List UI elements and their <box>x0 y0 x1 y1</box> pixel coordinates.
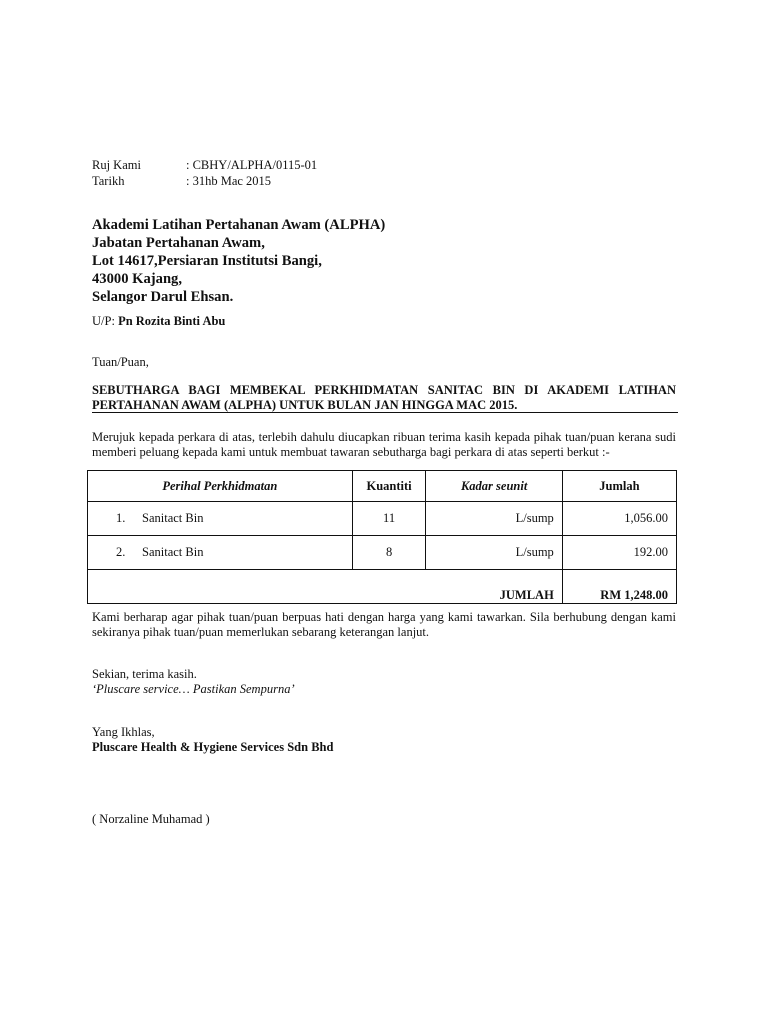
intro-paragraph: Merujuk kepada perkara di atas, terlebih dahulu diucapkan ribuan terima kasih kepada pihak tuan/puan kerana sudi memberi peluang kepada kami untuk membuat tawaran sebutharga bagi perkara di atas seperti berkut :- <box>92 430 676 459</box>
recipient-address <box>92 216 385 306</box>
header-quantity: Kuantiti <box>352 471 426 502</box>
date-label: Tarikh <box>92 174 125 188</box>
header-amount: Jumlah <box>562 471 676 502</box>
total-value: RM 1,248.00 <box>562 570 676 604</box>
salutation: Tuan/Puan, <box>92 355 149 369</box>
row-quantity: 8 <box>352 536 426 570</box>
closing-paragraph: Kami berharap agar pihak tuan/puan berpuas hati dengan harga yang kami tawarkan. Sila berhubung dengan kami sekiranya pihak tuan/puan memerlukan sebarang keterangan lanjut. <box>92 610 676 639</box>
row-quantity: 11 <box>352 502 426 536</box>
slogan-line: ‘Pluscare service… Pastikan Sempurna’ <box>92 682 295 696</box>
subject-heading: SEBUTHARGA BAGI MEMBEKAL PERKHIDMATAN SANITAC BIN DI AKADEMI LATIHAN PERTAHANAN AWAM (ALPHA) UNTUK BULAN JAN HINGGA MAC 2015. <box>92 383 676 412</box>
row-number: 1. <box>116 511 126 525</box>
row-description <box>88 536 353 570</box>
row-rate: L/sump <box>426 536 562 570</box>
row-amount: 1,056.00 <box>562 502 676 536</box>
row-rate: L/sump <box>426 502 562 536</box>
attention-label: U/P: <box>92 314 119 328</box>
row-number: 2. <box>116 545 126 559</box>
row-description <box>88 502 353 536</box>
total-label: JUMLAH <box>88 570 563 604</box>
table-row <box>88 502 677 536</box>
recipient-line: Jabatan Pertahanan Awam, <box>92 235 265 251</box>
attention-name: Pn Rozita Binti Abu <box>118 314 226 328</box>
table-row <box>88 536 677 570</box>
row-item: Sanitact Bin <box>142 545 204 559</box>
signer-name: ( Norzaline Muhamad ) <box>92 812 210 826</box>
company-name: Pluscare Health & Hygiene Services Sdn Bhd <box>92 740 334 754</box>
date-value: : 31hb Mac 2015 <box>186 174 272 188</box>
recipient-line: Selangor Darul Ehsan. <box>92 289 234 305</box>
table-header-row <box>88 471 677 502</box>
header-unit-rate: Kadar seunit <box>426 471 562 502</box>
reference-label: Ruj Kami <box>92 158 141 172</box>
recipient-line: 43000 Kajang, <box>92 271 182 287</box>
reference-value: : CBHY/ALPHA/0115-01 <box>186 158 318 172</box>
header-description: Perihal Perkhidmatan <box>88 471 353 502</box>
recipient-line: Lot 14617,Persiaran Institutsi Bangi, <box>92 253 322 269</box>
row-item: Sanitact Bin <box>142 511 204 525</box>
thanks-line: Sekian, terima kasih. <box>92 667 197 681</box>
recipient-line: Akademi Latihan Pertahanan Awam (ALPHA) <box>92 217 386 233</box>
quotation-table <box>87 470 677 604</box>
yours-sincerely: Yang Ikhlas, <box>92 725 155 739</box>
attention-line <box>92 314 225 329</box>
row-amount: 192.00 <box>562 536 676 570</box>
table-total-row <box>88 570 677 604</box>
subject-underline <box>92 412 678 413</box>
